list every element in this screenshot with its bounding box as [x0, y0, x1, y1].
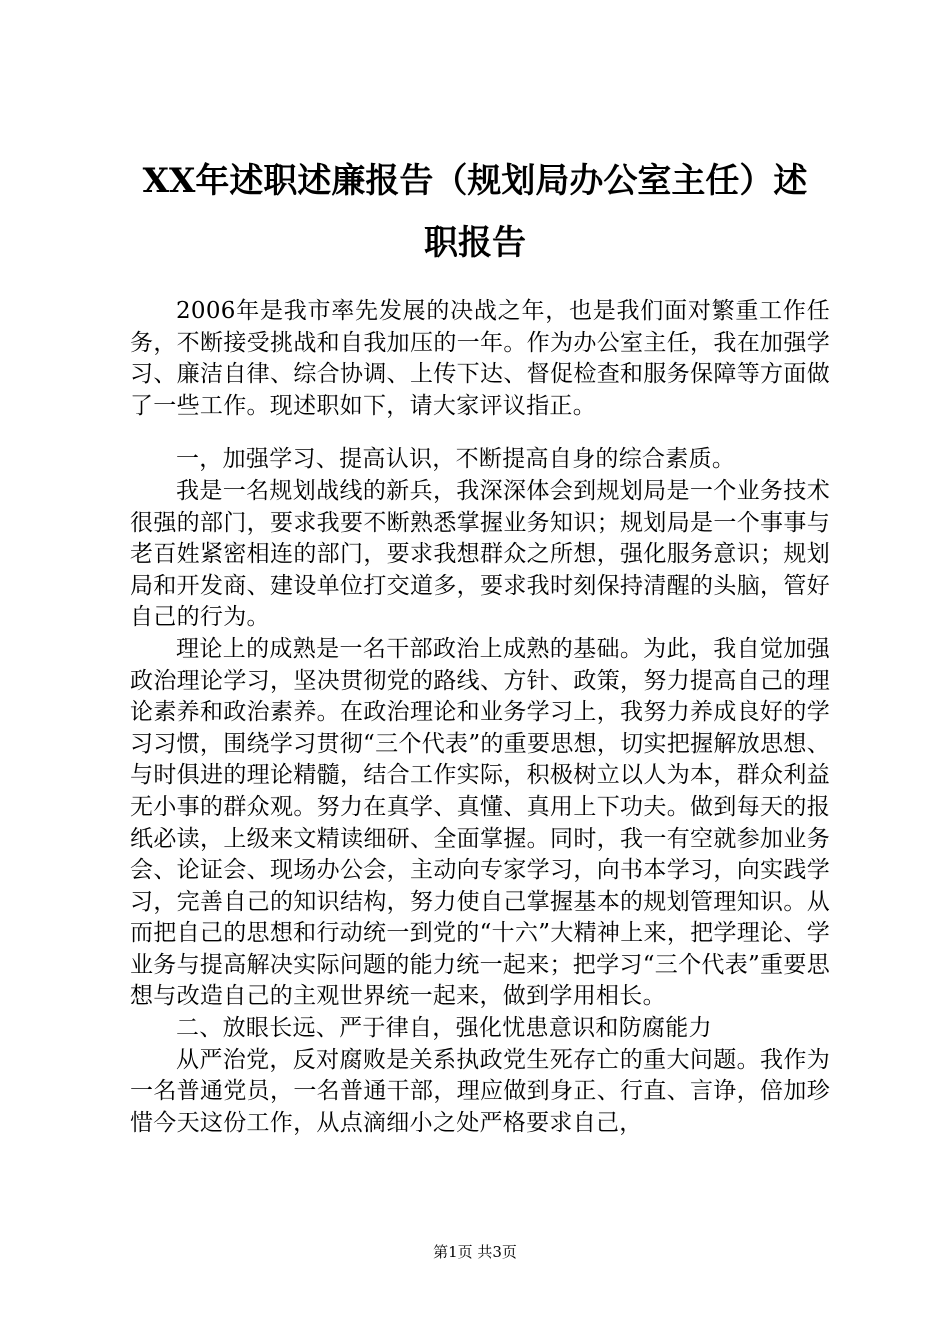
section-heading-1: 一，加强学习、提高认识，不断提高自身的综合素质。	[176, 446, 736, 473]
body-paragraph: 从严治党，反对腐败是关系执政党生死存亡的重大问题。我作为一名普通党员，一名普通干部，理应做到身正、行直、言诤，倍加珍惜今天这份工作，从点滴细小之处严格要求自己，	[130, 1046, 830, 1136]
document-title-line-1: XX年述职述廉报告（规划局办公室主任）述	[142, 161, 808, 201]
section-heading-2: 二、放眼长远、严于律自，强化忧患意识和防腐能力	[176, 1015, 712, 1042]
page-number-footer: 第1页 共3页	[433, 1243, 517, 1261]
intro-paragraph: 2006年是我市率先发展的决战之年，也是我们面对繁重工作任务，不断接受挑战和自我加压的一年。作为办公室主任，我在加强学习、廉洁自律、综合协调、上传下达、督促检查和服务保障等方面做了一些工作。现述职如下，请大家评议指正。	[130, 298, 830, 419]
document-body	[130, 296, 830, 1139]
paragraph-gap	[130, 422, 830, 444]
document-title-line-2: 职报告	[424, 223, 526, 263]
body-paragraph: 理论上的成熟是一名干部政治上成熟的基础。为此，我自觉加强政治理论学习，坚决贯彻党的路线、方针、政策，努力提高自己的理论素养和政治素养。在政治理论和业务学习上，我努力养成良好的学习习惯，围绕学习贯彻“三个代表”的重要思想，切实把握解放思想、与时俱进的理论精髓，结合工作实际，积极树立以人为本，群众利益无小事的群众观。努力在真学、真懂、真用上下功夫。做到每天的报纸必读，上级来文精读细研、全面掌握。同时，我一有空就参加业务会、论证会、现场办公会，主动向专家学习，向书本学习，向实践学习，完善自己的知识结构，努力使自己掌握基本的规划管理知识。从而把自己的思想和行动统一到党的“十六”大精神上来，把学理论、学业务与提高解决实际问题的能力统一起来；把学习“三个代表”重要思想与改造自己的主观世界统一起来，做到学用相长。	[130, 635, 830, 1010]
body-paragraph: 我是一名规划战线的新兵，我深深体会到规划局是一个业务技术很强的部门，要求我要不断熟悉掌握业务知识；规划局是一个事事与老百姓紧密相连的部门，要求我想群众之所想，强化服务意识；规划局和开发商、建设单位打交道多，要求我时刻保持清醒的头脑，管好自己的行为。	[130, 477, 830, 631]
